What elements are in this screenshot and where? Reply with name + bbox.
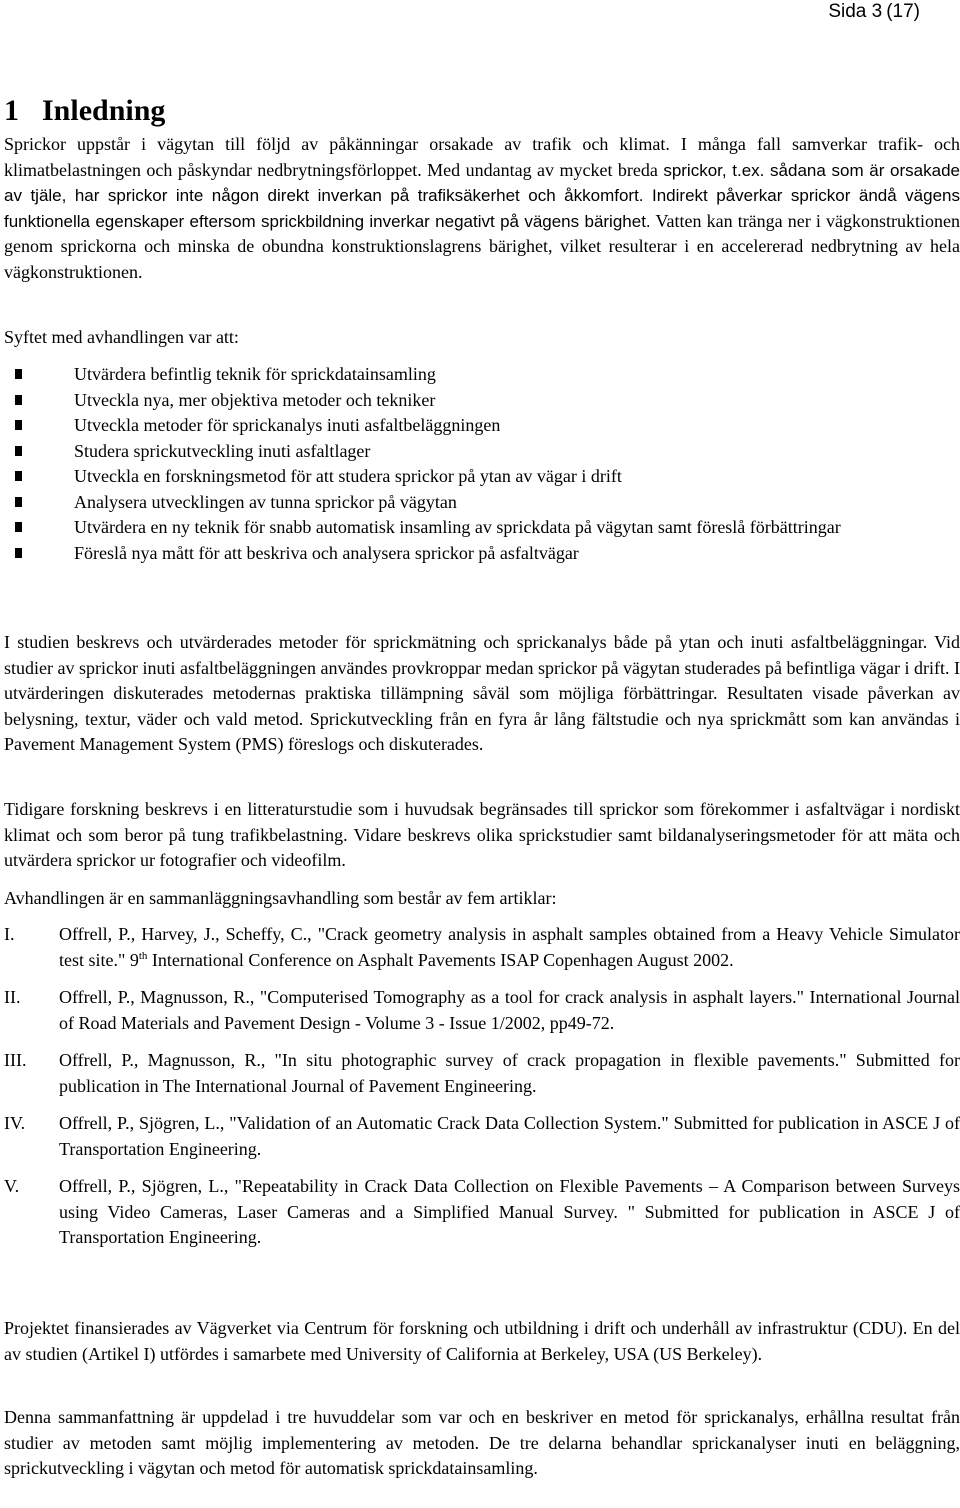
reference-numeral: II.: [4, 987, 21, 1007]
list-item: Analysera utvecklingen av tunna sprickor på vägytan: [4, 490, 960, 516]
reference-list: [4, 922, 960, 1251]
study-paragraph: I studien beskrevs och utvärderades metoder för sprickmätning och sprickanalys både på ytan och inuti asfaltbeläggningar. Vid studier av sprickor inuti asfaltbeläggningen användes provkroppar medan sprickor på vägytan studerades på befintliga vägar i drift. I utvärderingen diskuterades metodernas praktiska tillämpning såväl som möjliga förbättringar. Resultaten visade påverkan av belysning, textur, väder och vald metod. Sprickutveckling från en fyra år lång fältstudie och nya sprickmått som kan användas i Pavement Management System (PMS) föreslogs och diskuterades.: [4, 632, 960, 754]
square-bullet-icon: [15, 548, 22, 558]
reference-item: III. Offrell, P., Magnusson, R., "In situ photographic survey of crack propagation in flexible pavements." Submitted for publication in The International Journal of Pavement Engineering.: [4, 1050, 960, 1096]
reference-item: V. Offrell, P., Sjögren, L., "Repeatability in Crack Data Collection on Flexible Pavements – A Comparison between Surveys using Video Cameras, Laser Cameras and a Simplified Manual Survey. " Submitted for publication in ASCE J of Transportation Engineering.: [4, 1176, 960, 1247]
reference-numeral: V.: [4, 1176, 20, 1196]
summary-paragraph: Denna sammanfattning är uppdelad i tre huvuddelar som var och en beskriver en metod för sprickanalys, erhållna resultat från studier av metoden samt möjlig implementering av metoden. De tre delarna behandlar sprickanalyser inuti en beläggning, sprickutveckling i vägytan och metod för automatisk sprickdatainsamling.: [4, 1407, 960, 1478]
aim-lead: Syftet med avhandlingen var att:: [4, 327, 239, 347]
list-item: Utveckla en forskningsmetod för att studera sprickor på ytan av vägar i drift: [4, 464, 960, 490]
aim-list: [4, 362, 960, 566]
section-heading: [4, 91, 165, 131]
funding-paragraph: Projektet finansierades av Vägverket via Centrum för forskning och utbildning i drift och underhåll av infrastruktur (CDU). En del av studien (Artikel I) utfördes i samarbete med University of California at Berkeley, USA (US Berkeley).: [4, 1318, 960, 1364]
intro-text-end: Vatten kan tränga ner i vägkonstruktionen genom sprickorna och minska de obundna konstruktionslagrens bärighet, vilket resulterar i en accelererad nedbrytning av hela vägkonstruktionen.: [4, 210, 960, 282]
page-total: (17): [886, 1, 920, 22]
square-bullet-icon: [15, 369, 22, 379]
square-bullet-icon: [15, 497, 22, 507]
thesis-paragraph: Avhandlingen är en sammanläggningsavhandling som består av fem artiklar:: [4, 888, 557, 908]
page-number: [828, 0, 920, 24]
list-item: Föreslå nya mått för att beskriva och analysera sprickor på asfaltvägar: [4, 541, 960, 567]
list-item: Utvärdera en ny teknik för snabb automatisk insamling av sprickdata på vägytan samt föreslå förbättringar: [4, 515, 960, 541]
reference-numeral: III.: [4, 1050, 27, 1070]
reference-numeral: IV.: [4, 1113, 26, 1133]
reference-item: II. Offrell, P., Magnusson, R., "Computerised Tomography as a tool for crack analysis in asphalt layers." International Journal of Road Materials and Pavement Design - Volume 3 - Issue 1/2002, pp49-72.: [4, 987, 960, 1033]
intro-text-serif: Sprickor uppstår i vägytan till följd av påkänningar orsakade av trafik och klimat. I många fall samverkar trafik- och klimatbelastningen och påskyndar nedbrytningsförloppet. Med undantag av mycket breda: [4, 134, 960, 180]
reference-numeral: I.: [4, 924, 15, 944]
intro-paragraph: [4, 132, 960, 285]
intro-text-sans: sprickor, t.ex. sådana som är orsakade av tjäle, har sprickor inte någon direkt inverkan på trafiksäkerhet och åkkomfort. Indirekt påverkar sprickor ändå vägens funktionella egenskaper eftersom sprickbildning inverkar negativt på vägens bärighet.: [4, 160, 960, 231]
square-bullet-icon: [15, 471, 22, 481]
reference-item: I. Offrell, P., Harvey, J., Scheffy, C., "Crack geometry analysis in asphalt samples obtained from a Heavy Vehicle Simulator test site." 9th International Conference on Asphalt Pavements ISAP Copenhagen August 2002.: [4, 924, 960, 970]
page-label: Sida 3: [828, 1, 883, 22]
list-item: Studera sprickutveckling inuti asfaltlager: [4, 439, 960, 465]
reference-item: IV. Offrell, P., Sjögren, L., "Validation of an Automatic Crack Data Collection System." Submitted for publication in ASCE J of Transportation Engineering.: [4, 1113, 960, 1159]
square-bullet-icon: [15, 522, 22, 532]
square-bullet-icon: [15, 420, 22, 430]
list-item: Utvärdera befintlig teknik för sprickdatainsamling: [4, 362, 960, 388]
section-number: 1: [4, 94, 19, 127]
list-item: Utveckla nya, mer objektiva metoder och tekniker: [4, 388, 960, 414]
previous-research-paragraph: Tidigare forskning beskrevs i en litteraturstudie som i huvudsak begränsades till sprickor som förekommer i asfaltvägar i nordiskt klimat och som beror på tung trafikbelastning. Vidare beskrevs olika sprickstudier samt bildanalyseringsmetoder för att mäta och utvärdera sprickor ur fotografier och videofilm.: [4, 799, 960, 870]
section-title: Inledning: [42, 94, 166, 127]
square-bullet-icon: [15, 446, 22, 456]
list-item: Utveckla metoder för sprickanalys inuti asfaltbeläggningen: [4, 413, 960, 439]
square-bullet-icon: [15, 395, 22, 405]
